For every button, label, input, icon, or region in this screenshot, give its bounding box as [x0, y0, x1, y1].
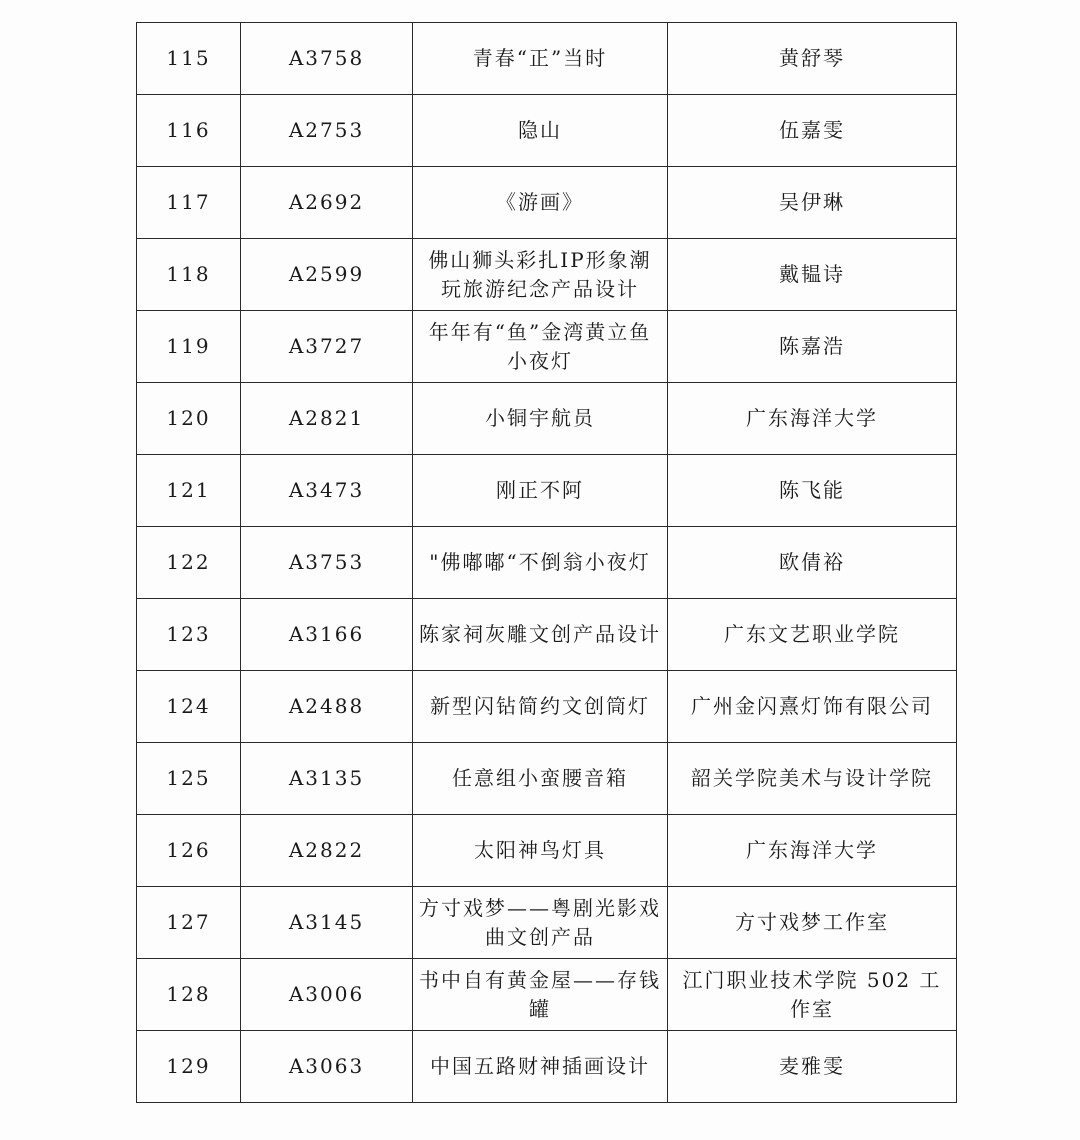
author-name-cell — [668, 743, 957, 815]
row-number-cell — [137, 167, 241, 239]
author-name: 广州金闪熹灯饰有限公司 — [691, 694, 933, 718]
work-title: 方寸戏梦——粤剧光影戏曲文创产品 — [419, 895, 661, 949]
entry-code-cell — [241, 383, 413, 455]
work-title: 书中自有黄金屋——存钱罐 — [419, 967, 661, 1021]
author-name-cell — [668, 23, 957, 95]
table-row — [137, 311, 957, 383]
author-name: 陈嘉浩 — [779, 334, 845, 358]
work-title: 隐山 — [518, 118, 562, 142]
work-title-cell — [413, 527, 668, 599]
table-row — [137, 887, 957, 959]
table-row — [137, 1031, 957, 1103]
row-number: 121 — [166, 478, 211, 502]
author-name-cell — [668, 239, 957, 311]
entry-code: A2599 — [288, 262, 365, 286]
entry-code-cell — [241, 599, 413, 671]
work-title-cell — [413, 383, 668, 455]
work-title: 刚正不阿 — [496, 478, 584, 502]
work-title: 太阳神鸟灯具 — [474, 838, 606, 862]
work-title-cell — [413, 455, 668, 527]
table-row — [137, 599, 957, 671]
entry-code: A2488 — [288, 694, 365, 718]
row-number-cell — [137, 455, 241, 527]
work-title-cell — [413, 743, 668, 815]
entry-code-cell — [241, 311, 413, 383]
row-number: 126 — [166, 838, 211, 862]
entry-code: A3758 — [288, 46, 365, 70]
table-row — [137, 239, 957, 311]
author-name: 广东文艺职业学院 — [724, 622, 900, 646]
row-number-cell — [137, 599, 241, 671]
author-name: 韶关学院美术与设计学院 — [691, 766, 933, 790]
author-name-cell — [668, 383, 957, 455]
entry-code: A2753 — [288, 118, 365, 142]
author-name-cell — [668, 167, 957, 239]
work-title: 《游画》 — [496, 190, 584, 214]
row-number: 119 — [166, 334, 211, 358]
row-number-cell — [137, 1031, 241, 1103]
work-title: 新型闪钻简约文创筒灯 — [430, 694, 650, 718]
work-title: 年年有“鱼”金湾黄立鱼小夜灯 — [428, 319, 652, 373]
work-title: 陈家祠灰雕文创产品设计 — [419, 622, 661, 646]
author-name-cell — [668, 815, 957, 887]
entry-code-cell — [241, 239, 413, 311]
row-number-cell — [137, 887, 241, 959]
work-title-cell — [413, 599, 668, 671]
work-title-cell — [413, 959, 668, 1031]
entry-code-cell — [241, 887, 413, 959]
author-name-cell — [668, 95, 957, 167]
author-name: 江门职业技术学院 502 工作室 — [682, 967, 942, 1021]
author-name: 欧倩裕 — [779, 550, 845, 574]
author-name-cell — [668, 311, 957, 383]
author-name: 麦雅雯 — [779, 1054, 845, 1078]
author-name: 方寸戏梦工作室 — [735, 910, 889, 934]
table-row — [137, 671, 957, 743]
entry-code-cell — [241, 527, 413, 599]
author-name: 广东海洋大学 — [746, 838, 878, 862]
author-name-cell — [668, 959, 957, 1031]
row-number-cell — [137, 671, 241, 743]
work-title: "佛嘟嘟“不倒翁小夜灯 — [429, 550, 651, 574]
author-name: 伍嘉雯 — [779, 118, 845, 142]
work-title: 中国五路财神插画设计 — [430, 1054, 650, 1078]
entry-code: A2692 — [288, 190, 365, 214]
entry-code-cell — [241, 815, 413, 887]
row-number: 125 — [166, 766, 211, 790]
entry-code: A3135 — [288, 766, 365, 790]
entry-code: A3727 — [288, 334, 365, 358]
row-number: 116 — [166, 118, 211, 142]
author-name-cell — [668, 599, 957, 671]
author-name-cell — [668, 527, 957, 599]
row-number-cell — [137, 95, 241, 167]
work-title-cell — [413, 887, 668, 959]
entry-code: A3753 — [288, 550, 365, 574]
entry-code-cell — [241, 671, 413, 743]
author-name: 陈飞能 — [779, 478, 845, 502]
table-body — [137, 23, 957, 1103]
entry-code-cell — [241, 95, 413, 167]
author-name-cell — [668, 671, 957, 743]
table-row — [137, 455, 957, 527]
entry-code: A3473 — [288, 478, 365, 502]
entry-code-cell — [241, 167, 413, 239]
row-number: 129 — [166, 1054, 211, 1078]
entry-code: A3006 — [288, 982, 365, 1006]
table-row — [137, 23, 957, 95]
work-title-cell — [413, 311, 668, 383]
row-number-cell — [137, 311, 241, 383]
table-row — [137, 815, 957, 887]
row-number-cell — [137, 815, 241, 887]
author-name-cell — [668, 887, 957, 959]
work-title-cell — [413, 1031, 668, 1103]
row-number: 127 — [166, 910, 211, 934]
entry-code-cell — [241, 743, 413, 815]
table-row — [137, 959, 957, 1031]
work-title: 佛山狮头彩扎IP形象潮玩旅游纪念产品设计 — [428, 247, 652, 301]
work-title: 小铜宇航员 — [485, 406, 595, 430]
row-number: 118 — [166, 262, 211, 286]
row-number: 122 — [166, 550, 211, 574]
row-number: 123 — [166, 622, 211, 646]
table-row — [137, 383, 957, 455]
work-title-cell — [413, 95, 668, 167]
row-number-cell — [137, 527, 241, 599]
entry-code-cell — [241, 959, 413, 1031]
entry-code: A3063 — [288, 1054, 365, 1078]
entry-code: A3166 — [288, 622, 365, 646]
entry-code: A2821 — [288, 406, 365, 430]
work-title-cell — [413, 239, 668, 311]
row-number: 115 — [166, 46, 211, 70]
work-title: 青春“正”当时 — [472, 46, 608, 70]
author-name: 广东海洋大学 — [746, 406, 878, 430]
row-number-cell — [137, 23, 241, 95]
work-title-cell — [413, 167, 668, 239]
row-number-cell — [137, 239, 241, 311]
entry-code-cell — [241, 1031, 413, 1103]
row-number: 120 — [166, 406, 211, 430]
work-title-cell — [413, 671, 668, 743]
row-number-cell — [137, 383, 241, 455]
author-name: 戴韫诗 — [779, 262, 845, 286]
author-name-cell — [668, 455, 957, 527]
table-row — [137, 167, 957, 239]
table-row — [137, 527, 957, 599]
row-number-cell — [137, 743, 241, 815]
entry-code: A3145 — [288, 910, 365, 934]
row-number: 128 — [166, 982, 211, 1006]
work-title-cell — [413, 23, 668, 95]
author-name: 黄舒琴 — [779, 46, 845, 70]
table-row — [137, 743, 957, 815]
work-title: 任意组小蛮腰音箱 — [452, 766, 628, 790]
results-table — [136, 22, 957, 1103]
author-name-cell — [668, 1031, 957, 1103]
row-number: 124 — [166, 694, 211, 718]
author-name: 吴伊琳 — [779, 190, 845, 214]
table-row — [137, 95, 957, 167]
entry-code-cell — [241, 23, 413, 95]
row-number-cell — [137, 959, 241, 1031]
row-number: 117 — [166, 190, 211, 214]
entry-code: A2822 — [288, 838, 365, 862]
work-title-cell — [413, 815, 668, 887]
entry-code-cell — [241, 455, 413, 527]
